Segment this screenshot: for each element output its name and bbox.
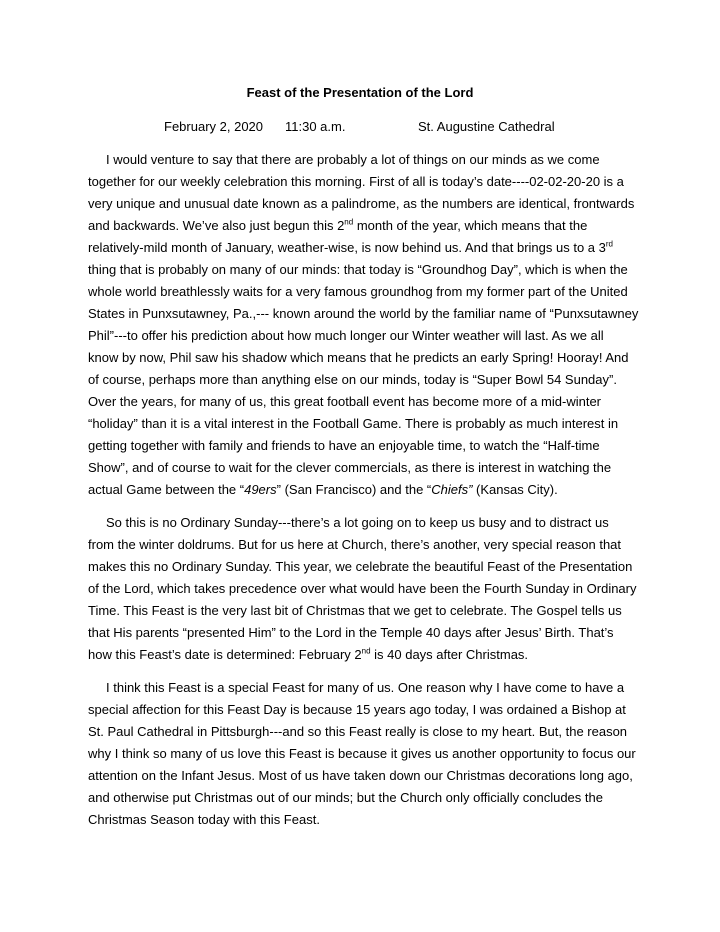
paragraph-1 [88, 149, 639, 501]
text-line: how this Feast’s date is determined: February 2nd is 40 days after Christmas. [88, 646, 529, 662]
text-line: actual Game between the “49ers” (San Francisco) and the “Chiefs” (Kansas City). [88, 482, 558, 497]
text-line: I would venture to say that there are probably a lot of things on our minds as we come [106, 152, 600, 167]
text-line: relatively-mild month of January, weather-wise, is now behind us. And that brings us to a 3rd [88, 239, 613, 255]
text-line: that His parents “presented Him” to the Lord in the Temple 40 days after Jesus’ Birth. That’s [88, 625, 614, 640]
text-line: getting together with family and friends to have an enjoyable time, to watch the “Half-time [88, 438, 600, 453]
text-line: I think this Feast is a special Feast for many of us. One reason why I have come to have a [106, 680, 625, 695]
header-meta [88, 119, 632, 135]
text-line: Phil”---to offer his prediction about how much longer our Winter weather will last. As we all [88, 328, 604, 343]
text-line: from the winter doldrums. But for us here at Church, there’s another, very special reason that [88, 537, 622, 552]
text-line: together for our weekly celebration this morning. First of all is today’s date----02-02-20-20 is a [88, 174, 624, 189]
text-line: why I think so many of us love this Feast is because it gives us another opportunity to focus our [88, 746, 636, 761]
text-line: St. Paul Cathedral in Pittsburgh---and so this Feast really is close to my heart. But, the reason [88, 724, 628, 739]
text-line: So this is no Ordinary Sunday---there’s a lot going on to keep us busy and to distract us [106, 515, 609, 530]
paragraph-3 [88, 677, 636, 831]
text-line: makes this no Ordinary Sunday. This year, we celebrate the beautiful Feast of the Presentation [88, 559, 633, 574]
text-line: attention on the Infant Jesus. Most of us have taken down our Christmas decorations long ago, [88, 768, 633, 783]
document-title: Feast of the Presentation of the Lord [246, 85, 474, 100]
text-line: Christmas Season today with this Feast. [88, 812, 320, 827]
text-line: whole world breathlessly waits for a very famous groundhog from my former part of the United [88, 284, 628, 299]
text-line: Show”, and of course to wait for the clever commercials, as there is interest in watching the [88, 460, 612, 475]
paragraph-2 [88, 512, 637, 666]
team-name-italic: 49ers [244, 482, 277, 497]
ordinal-suffix: rd [605, 239, 613, 249]
text-line: thing that is probably on many of our minds: that today is “Groundhog Day”, which is when the [88, 262, 628, 277]
team-name-italic: Chiefs” [431, 482, 473, 497]
text-line: and otherwise put Christmas out of our minds; but the Church only officially concludes the [88, 790, 603, 805]
header-time: 11:30 a.m. [285, 119, 346, 134]
text-line: Over the years, for many of us, this great football event has become more of a mid-winter [88, 394, 602, 409]
text-line: special affection for this Feast Day is because 15 years ago today, I was ordained a Bishop at [88, 702, 626, 717]
header-date: February 2, 2020 [164, 119, 264, 134]
ordinal-suffix: nd [344, 217, 354, 227]
text-line: “holiday” than it is a vital interest in the Football Game. There is probably as much interest in [88, 416, 619, 431]
text-line: of course, perhaps more than anything else on our minds, today is “Super Bowl 54 Sunday”. [88, 372, 617, 387]
ordinal-suffix: nd [361, 646, 371, 656]
text-line: and backwards. We’ve also just begun this 2nd month of the year, which means that the [88, 217, 588, 233]
text-line: of the Lord, which takes precedence over what would have been the Fourth Sunday in Ordinary [88, 581, 637, 596]
header-location: St. Augustine Cathedral [418, 119, 555, 134]
text-line: States in Punxsutawney, Pa.,--- known around the world by the familiar name of “Punxsutawney [88, 306, 639, 321]
text-line: Time. This Feast is the very last bit of Christmas that we get to celebrate. The Gospel tells us [88, 603, 622, 618]
text-line: know by now, Phil saw his shadow which means that he predicts an early Spring! Hooray! And [88, 350, 629, 365]
text-line: very unique and unusual date known as a palindrome, as the numbers are identical, frontwards [88, 196, 635, 211]
